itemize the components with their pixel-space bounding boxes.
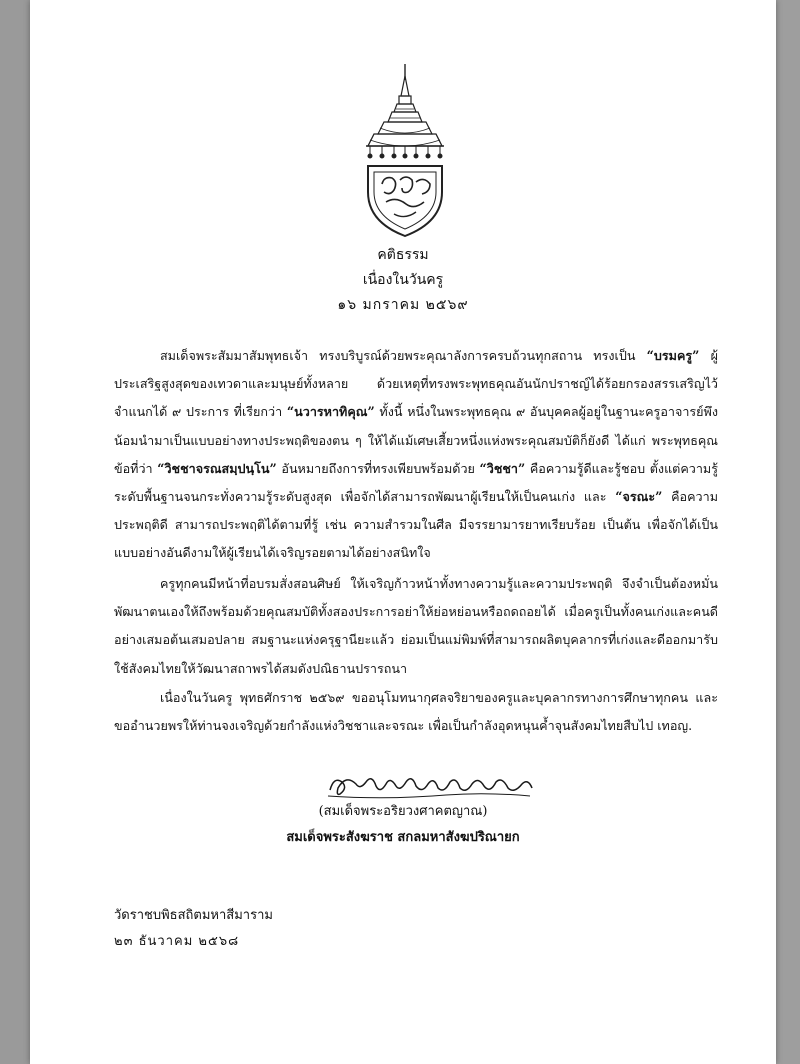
letter-page [30,0,776,1064]
backdrop-left [0,0,30,1064]
backdrop-right [776,0,800,1064]
p1-text-i: คือความรู้ดีและรู้ชอบ ตั้งแต่ความรู้ระดับพื้นฐานจนกระทั่งความรู้ระดับสูงสุด เพื่อจักได้สามารถพัฒนาผู้เรียนให้เป็นคนเก่ง และ [114,460,718,505]
issuing-date: ๒๓ ธันวาคม ๒๕๖๘ [114,934,240,949]
signatory-name: (สมเด็จพระอริยวงศาคตญาณ) [318,804,488,819]
p1-text-g: อันหมายถึงการที่ทรงเพียบพร้อมด้วย [276,460,480,476]
p1-term-wicha: “วิชชา” [479,460,526,476]
p1-text-e: ทั้งนี้ หนึ่งในพระพุทธคุณ ๙ อันบุคคลผู้อยู่ในฐานะครูอาจารย์พึงน้อมนำมาเป็นแบบอย่างทางประพฤติของตน ๆ ให้ได้แม้เศษเสี้ยวหนึ่งแห่งพระคุณสมบัติก็ยังดี ได้แก่ พระพุทธคุณข้อที่ว่า [114,404,718,476]
handwritten-signature [326,768,536,802]
royal-emblem-icon [350,62,460,242]
issuing-place: วัดราชบพิธสถิตมหาสีมาราม [114,908,273,923]
document-date: ๑๖ มกราคม ๒๕๖๙ [337,297,469,313]
p1-term-wichachorana: “วิชชาจรณสมฺปนฺโน” [157,460,277,476]
p1-term-barommakhru: “บรมครู” [646,348,700,363]
p1-term-charana: “จรณะ” [615,489,663,505]
p1-term-nawarahathikhun: “นวารหาทิคุณ” [286,404,375,420]
body-paragraph-1 [114,342,718,568]
p1-text-a: สมเด็จพระสัมมาสัมพุทธเจ้า ทรงบริบูรณ์ด้วยพระคุณาลังการครบถ้วนทุกสถาน ทรงเป็น [160,348,647,363]
p1-text-k: คือความประพฤติดี สามารถประพฤติได้ตามที่รู้ เช่น ความสำรวมในศีล มีจรรยามารยาทเรียบร้อย เป็นต้น เพื่อจักได้เป็นแบบอย่างอันดีงามให้ผู้เรียนได้เจริญรอยตามได้อย่างสนิทใจ [114,489,718,561]
p1-text-c: ผู้ประเสริฐสูงสุดของเทวดาและมนุษย์ทั้งหลาย ด้วยเหตุที่ทรงพระพุทธคุณอันนักปราชญ์ได้ร้อยกรองสรรเสริญไว้ จำแนกได้ ๙ ประการ ที่เรียกว่า [114,348,719,420]
body-paragraph-3: เนื่องในวันครู พุทธศักราช ๒๕๖๙ ขออนุโมทนากุศลจริยาของครูและบุคลากรทางการศึกษาทุกคน และขออำนวยพรให้ท่านจงเจริญด้วยกำลังแห่งวิชชาและจรณะ เพื่อเป็นกำลังอุดหนุนค้ำจุนสังคมไทยสืบไป เทอญ. [114,690,718,734]
document-title: คติธรรม [377,247,429,263]
signatory-title: สมเด็จพระสังฆราช สกลมหาสังฆปริณายก [286,830,520,845]
document-subtitle: เนื่องในวันครู [362,272,444,288]
body-paragraph-2: ครูทุกคนมีหน้าที่อบรมสั่งสอนศิษย์ ให้เจริญก้าวหน้าทั้งทางความรู้และความประพฤติ จึงจำเป็นต้องหมั่นพัฒนาตนเองให้ถึงพร้อมด้วยคุณสมบัติทั้งสองประการอย่าให้ย่อหย่อนหรือถดถอยได้ เมื่อครูเป็นทั้งคนเก่งและคนดีอย่างเสมอต้นเสมอปลาย สมฐานะแห่งครุฐานียะแล้ว ย่อมเป็นแม่พิมพ์ที่สามารถผลิตบุคลากรที่เก่งและดีออกมารับใช้สังคมไทยให้วัฒนาสถาพรได้สมดังปณิธานปรารถนา [114,576,718,676]
